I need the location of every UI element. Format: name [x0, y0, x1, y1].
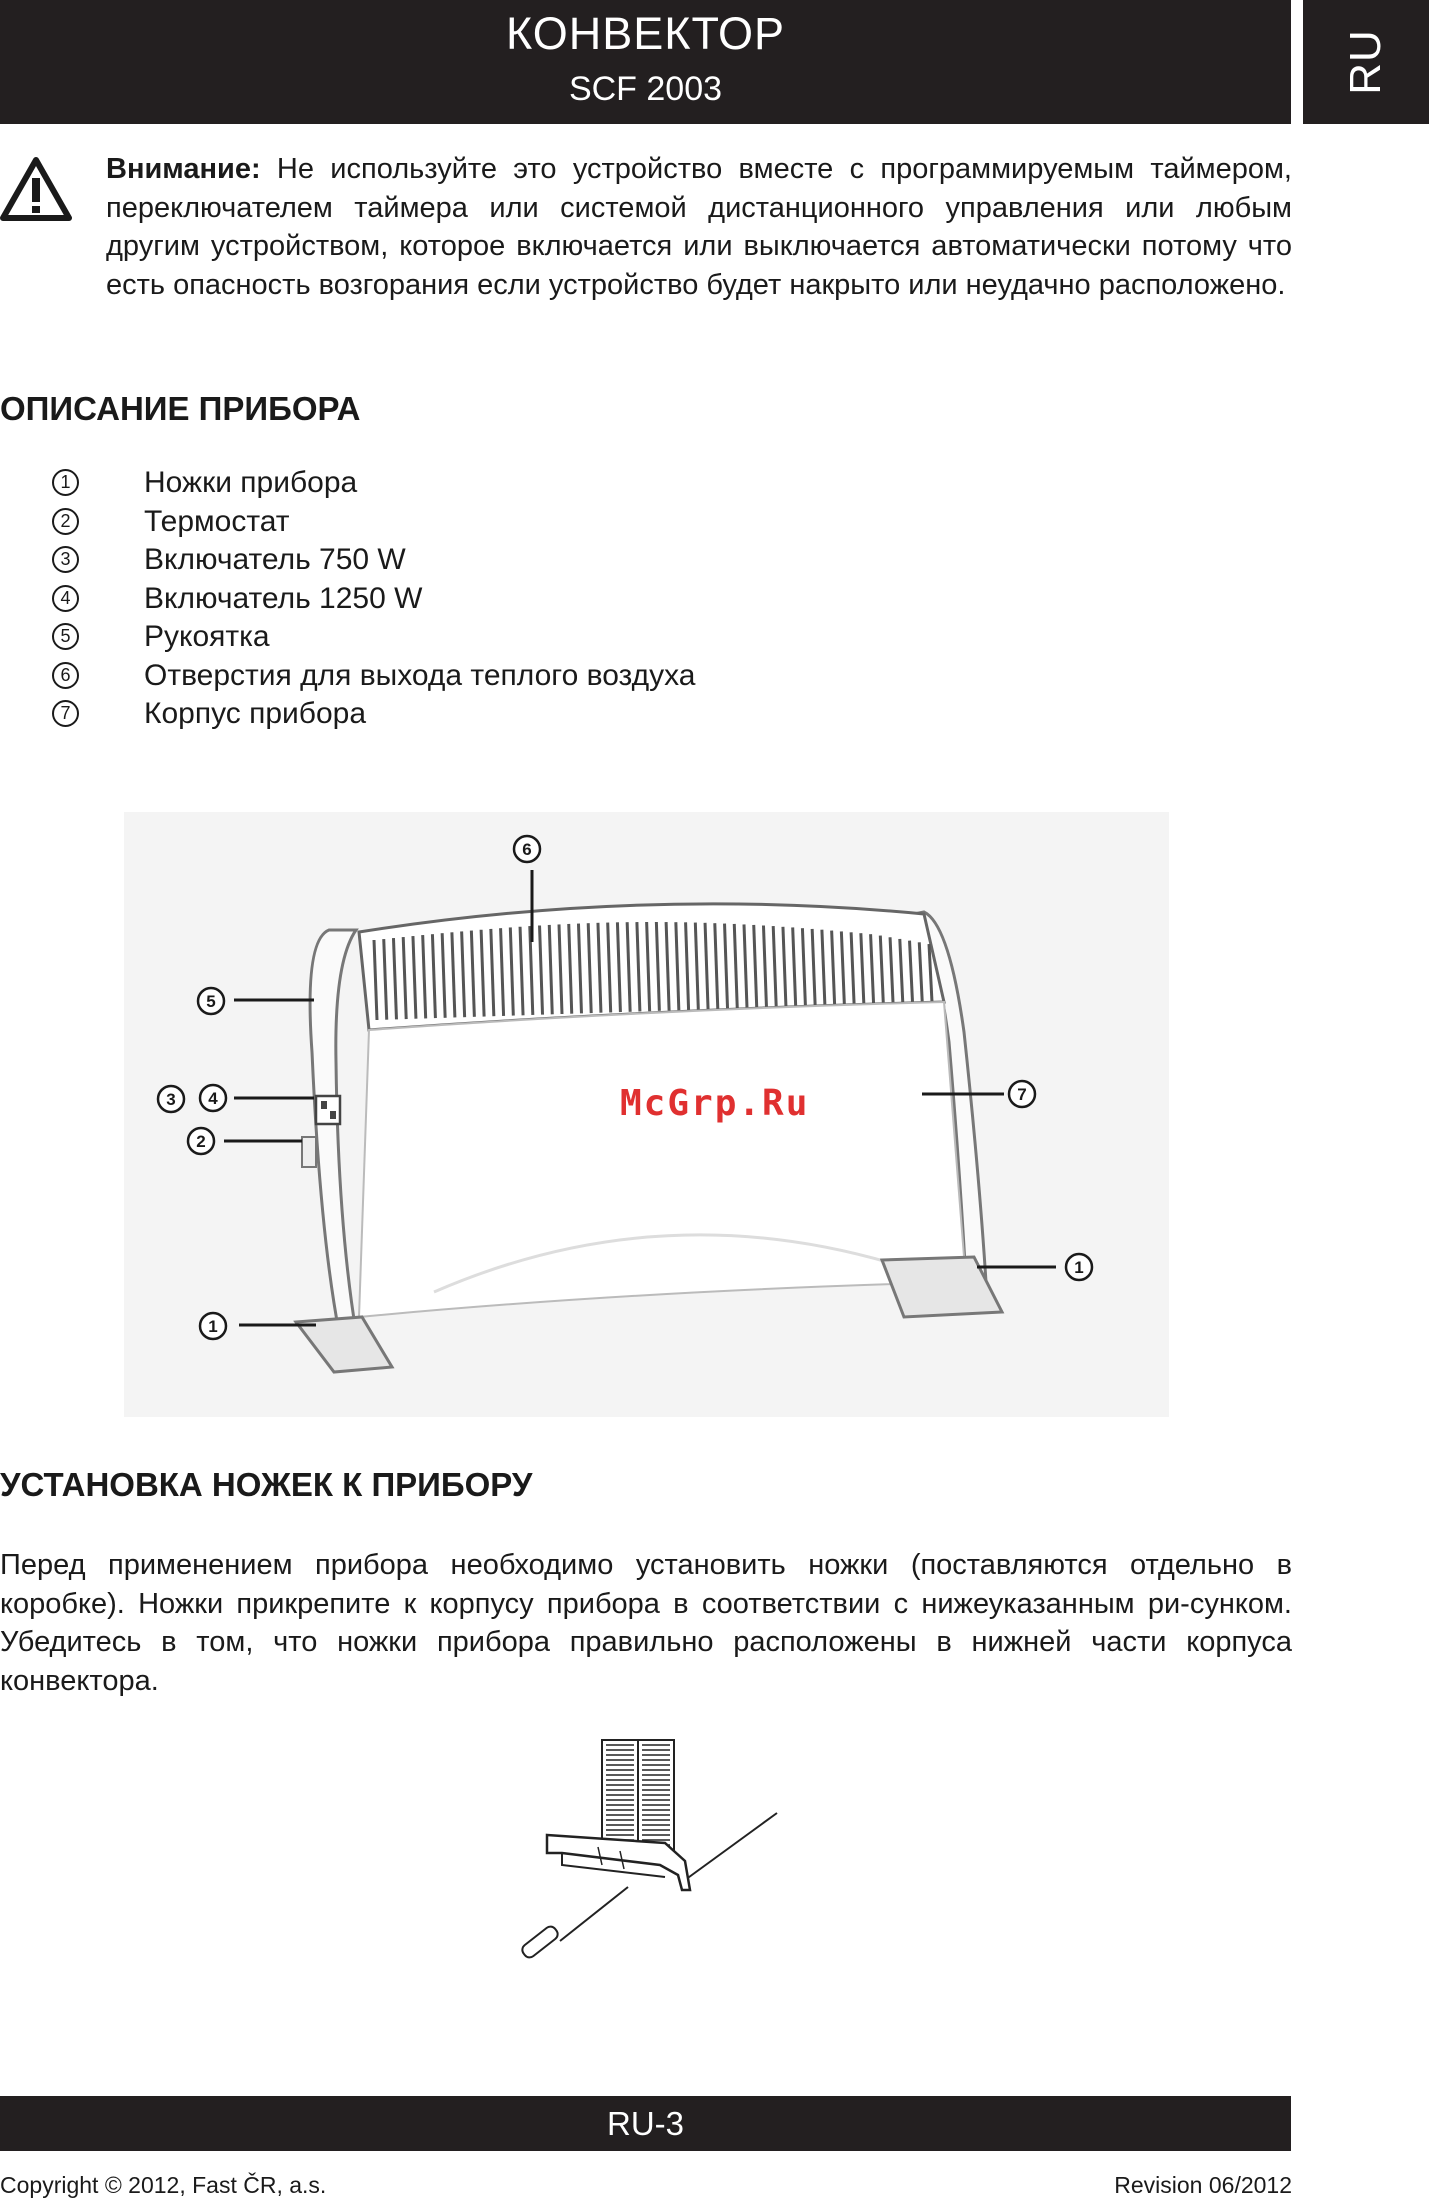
callout-1-left: 1 [208, 1317, 218, 1336]
callout-6: 6 [522, 840, 532, 859]
item-number: 3 [52, 546, 79, 573]
item-number: 1 [52, 469, 79, 496]
page-header [0, 0, 1291, 124]
warning-triangle-icon [0, 156, 72, 222]
list-item [0, 505, 900, 544]
parts-list [0, 466, 900, 736]
warning-label: Внимание: [106, 153, 261, 185]
page-number: RU-3 [606, 2105, 684, 2142]
item-number: 6 [52, 662, 79, 689]
copyright-text: Copyright © 2012, Fast ČR, a.s. [0, 2172, 327, 2198]
language-tab [1303, 0, 1429, 124]
revision-text: Revision 06/2012 [1114, 2172, 1292, 2198]
list-item [0, 466, 900, 505]
document-title: КОНВЕКТОР [506, 8, 785, 59]
model-number: SCF 2003 [568, 70, 723, 108]
item-label: Рукоятка [144, 620, 270, 653]
item-number: 5 [52, 623, 79, 650]
warning-text: Не используйте это устройство вместе с программируемым таймером, переключателем таймера или системой дистанционного управления или любым другим устройством, которое включается или выключается автоматически потому что есть опасность возгорания если устройство будет накрыто или неудачно расположено. [106, 153, 1292, 301]
list-item [0, 620, 900, 659]
list-item [0, 697, 900, 736]
callout-4: 4 [208, 1089, 218, 1108]
item-label: Ножки прибора [144, 466, 358, 499]
section-heading-description: ОПИСАНИЕ ПРИБОРА [0, 390, 361, 427]
legs-instructions: Перед применением прибора необходимо установить ножки (поставляются отдельно в коробке). Ножки прикрепите к корпусу прибора в соответствии с нижеуказанным ри-сунком. Убедитесь в том, что ножки прибора правильно расположены в нижней части корпуса конвектора. [0, 1549, 1292, 1697]
item-label: Включатель 750 W [144, 543, 406, 576]
callout-1-right: 1 [1074, 1258, 1084, 1277]
leg-mounting-illustration [500, 1735, 800, 1975]
item-number: 7 [52, 700, 79, 727]
list-item [0, 659, 900, 698]
section-heading-legs: УСТАНОВКА НОЖЕК К ПРИБОРУ [0, 1466, 533, 1503]
callout-3: 3 [166, 1090, 176, 1109]
item-label: Термостат [144, 504, 290, 538]
language-code: RU [1341, 29, 1390, 95]
list-item [0, 543, 900, 582]
watermark: McGrp.Ru [620, 1083, 810, 1124]
callout-7: 7 [1017, 1085, 1027, 1104]
item-label: Отверстия для выхода теплого воздуха [144, 658, 696, 692]
callout-2: 2 [196, 1132, 206, 1151]
callout-5: 5 [206, 992, 216, 1011]
item-number: 2 [52, 508, 79, 535]
item-label: Корпус прибора [144, 697, 367, 730]
convector-illustration [124, 812, 1169, 1417]
item-label: Включатель 1250 W [144, 581, 423, 615]
list-item [0, 582, 900, 621]
warning-paragraph [106, 150, 1292, 304]
page-number-bar [0, 2096, 1291, 2151]
item-number: 4 [52, 585, 79, 612]
